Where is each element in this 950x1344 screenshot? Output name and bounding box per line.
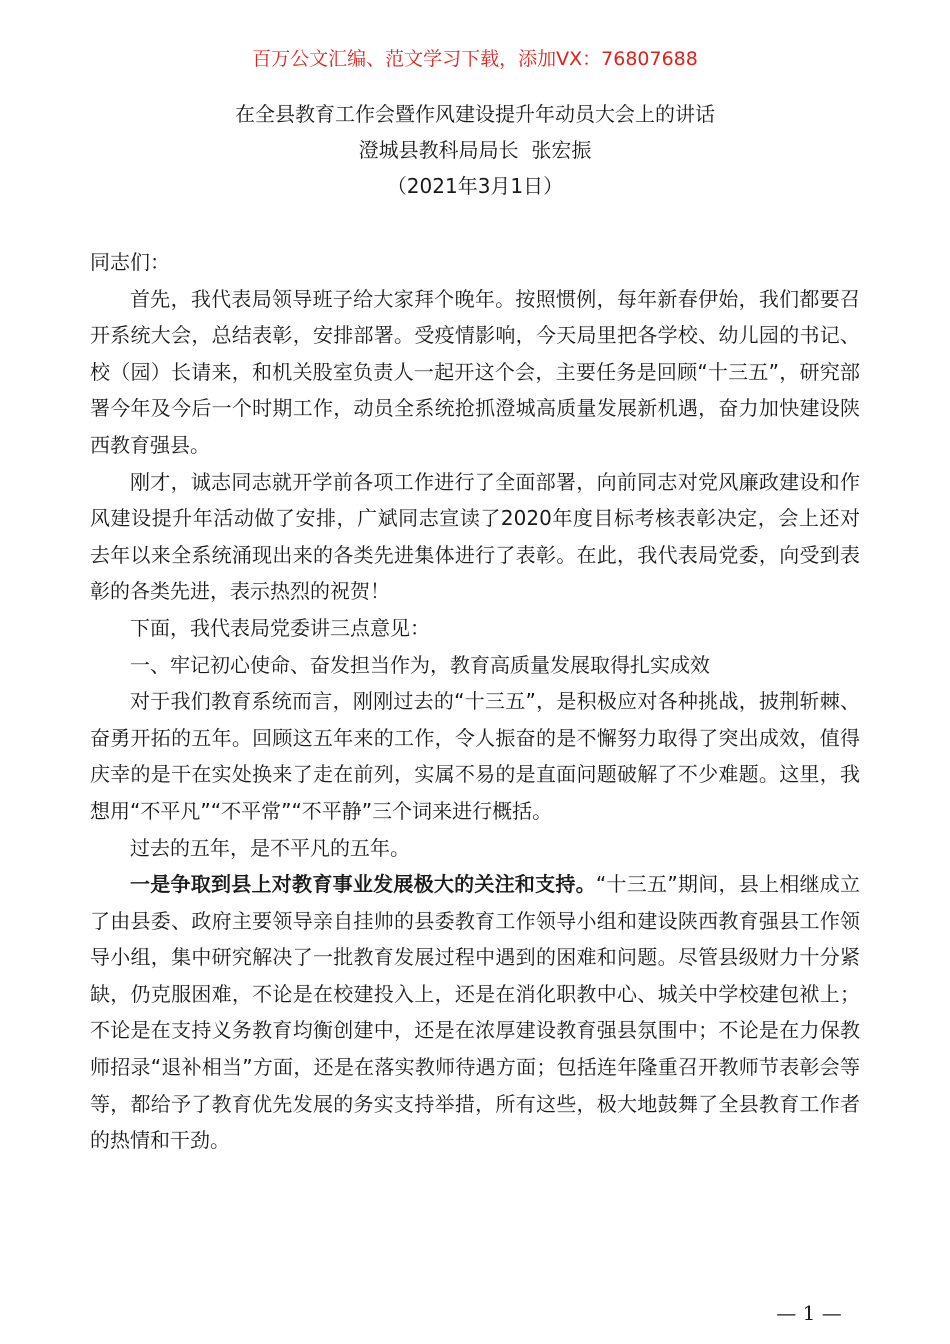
paragraph-1: 首先，我代表局领导班子给大家拜个晚年。按照惯例，每年新春伊始，我们都要召开系统大会，总结表彰，安排部署。受疫情影响，今天局里把各学校、幼儿园的书记、校（园）长请来，和机关股室负责人一起开这个会，主要任务是回顾“十三五”，研究部署今年及今后一个时期工作，动员全系统抢抓澄城高质量发展新机遇，奋力加快建设陕西教育强县。 [90,286,860,457]
section-heading-1: 一、牢记初心使命、奋发担当作为，教育高质量发展取得扎实成效 [130,652,710,677]
paragraph-6: 过去的五年，是不平凡的五年。 [130,835,410,860]
speaker-line: 澄城县教科局局长 张宏振 [358,138,592,162]
document-title-block [0,96,950,204]
speech-body [90,244,860,1159]
paragraph-5: 对于我们教育系统而言，刚刚过去的“十三五”，是积极应对各种挑战，披荆斩棘、奋勇开拓的五年。回顾这五年来的工作，令人振奋的是不懈努力取得了突出成效，值得庆幸的是干在实处换来了走在前列，实属不易的是直面问题破解了不少难题。这里，我想用“不平凡”“不平常”“不平静”三个词来进行概括。 [90,689,860,823]
paragraph-7-bold-lead: 一是争取到县上对教育事业发展极大的关注和支持。 [130,872,596,897]
paragraph-7 [90,866,860,1159]
speech-date: （2021年3月1日） [386,174,564,198]
paragraph-3: 下面，我代表局党委讲三点意见： [130,615,430,640]
salutation: 同志们： [90,250,170,274]
page-number: — 1 — [776,1301,842,1325]
paragraph-2: 刚才，诚志同志就开学前各项工作进行了全面部署，向前同志对党风廉政建设和作风建设提升年活动做了安排，广斌同志宣读了2020年度目标考核表彰决定，会上还对去年以来全系统涌现出来的各类先进集体进行了表彰。在此，我代表局党委，向受到表彰的各类先进，表示热烈的祝贺！ [90,469,860,604]
watermark-banner: 百万公文汇编、范文学习下载，添加VX：76807688 [252,48,698,70]
document-title: 在全县教育工作会暨作风建设提升年动员大会上的讲话 [235,102,715,126]
paragraph-7-text: “十三五”期间，县上相继成立了由县委、政府主要领导亲自挂帅的县委教育工作领导小组和建设陕西教育强县工作领导小组，集中研究解决了一批教育发展过程中遇到的困难和问题。尽管县级财力十分紧缺，仍克服困难，不论是在校建投入上，还是在消化职教中心、城关中学校建包袱上；不论是在支持义务教育均衡创建中，还是在浓厚建设教育强县氛围中；不论是在力保教师招录“退补相当”方面，还是在落实教师待遇方面；包括连年隆重召开教师节表彰会等等，都给予了教育优先发展的务实支持举措，所有这些，极大地鼓舞了全县教育工作者的热情和干劲。 [90,872,860,1153]
